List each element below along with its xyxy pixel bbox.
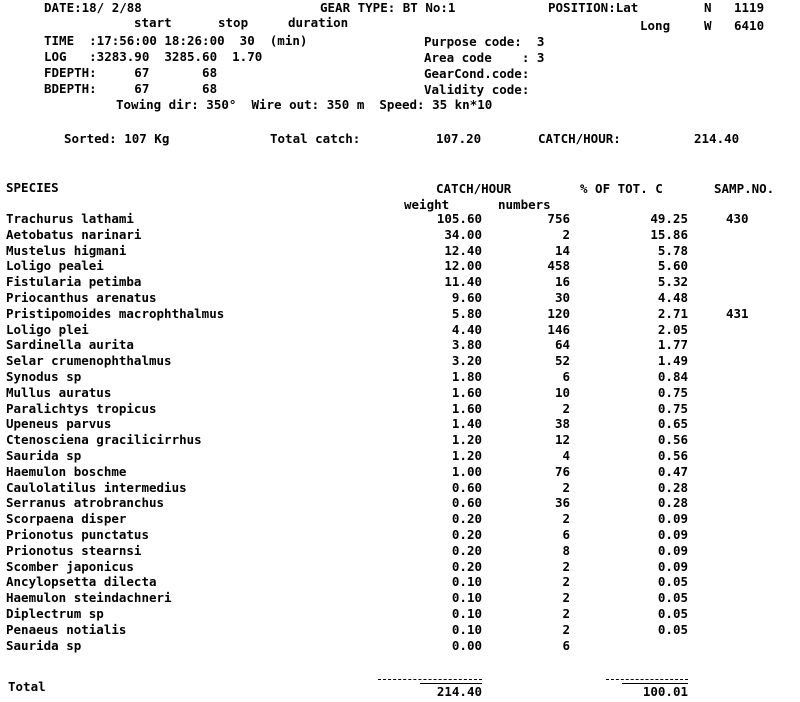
samp-value: 431 (726, 306, 749, 321)
numbers-value: 6 (562, 369, 570, 384)
pct-value: 0.65 (657, 416, 688, 431)
validity-code: Validity code: (424, 82, 530, 97)
total-catch-label: Total catch: (270, 131, 361, 146)
species-name: Loligo plei (6, 322, 89, 337)
numbers-value: 2 (562, 511, 570, 526)
area-code: Area code : 3 (424, 50, 545, 65)
weight-value: 1.60 (451, 401, 482, 416)
gearcond-code: GearCond.code: (424, 66, 530, 81)
numbers-value: 458 (547, 258, 570, 273)
weight-value: 105.60 (436, 211, 482, 226)
species-name: Penaeus notialis (6, 622, 127, 637)
species-name: Mullus auratus (6, 385, 112, 400)
weight-value: 11.40 (444, 274, 482, 289)
species-name: Scomber japonicus (6, 559, 134, 574)
long-label: Long (640, 18, 671, 33)
weight-value: 3.80 (451, 337, 482, 352)
pct-value: 4.48 (657, 290, 688, 305)
numbers-value: 2 (562, 401, 570, 416)
bdepth-row: BDEPTH: 67 68 (44, 81, 218, 96)
numbers-value: 14 (554, 243, 570, 258)
species-name: Upeneus parvus (6, 416, 112, 431)
pct-value: 15.86 (650, 227, 688, 242)
numbers-value: 756 (547, 211, 570, 226)
pct-value: 0.28 (657, 495, 688, 510)
pct-value: 5.32 (657, 274, 688, 289)
pct-value: 2.71 (657, 306, 688, 321)
weight-value: 1.40 (451, 416, 482, 431)
pct-value: 0.05 (657, 574, 688, 589)
pct-value: 0.56 (657, 448, 688, 463)
total-catch-value: 107.20 (436, 131, 482, 146)
numbers-value: 2 (562, 227, 570, 242)
catch-hour-label: CATCH/HOUR: (538, 131, 621, 146)
lat-value: 1119 (734, 0, 765, 15)
weight-value: 1.20 (451, 448, 482, 463)
weight-value: 0.60 (451, 495, 482, 510)
catch-hour-column-header: CATCH/HOUR (436, 181, 512, 196)
lat-direction: N (704, 0, 712, 15)
pct-value: 49.25 (650, 211, 688, 226)
pct-value: 0.75 (657, 385, 688, 400)
weight-subheader: weight (404, 197, 450, 212)
long-direction: W (704, 18, 712, 33)
pct-value: 0.75 (657, 401, 688, 416)
numbers-value: 2 (562, 480, 570, 495)
species-name: Pristipomoides macrophthalmus (6, 306, 225, 321)
numbers-value: 2 (562, 606, 570, 621)
weight-value: 1.20 (451, 432, 482, 447)
numbers-value: 6 (562, 638, 570, 653)
fdepth-row: FDEPTH: 67 68 (44, 65, 218, 80)
numbers-value: 30 (554, 290, 570, 305)
pct-value: 0.09 (657, 543, 688, 558)
species-name: Priocanthus arenatus (6, 290, 157, 305)
numbers-value: 64 (554, 337, 570, 352)
species-name: Saurida sp (6, 638, 82, 653)
species-name: Ctenosciena gracilicirrhus (6, 432, 202, 447)
weight-value: 0.10 (451, 606, 482, 621)
numbers-value: 10 (554, 385, 570, 400)
numbers-value: 4 (562, 448, 570, 463)
numbers-value: 76 (554, 464, 570, 479)
numbers-subheader: numbers (498, 197, 551, 212)
pct-value: 0.05 (657, 606, 688, 621)
numbers-value: 38 (554, 416, 570, 431)
pct-value: 0.84 (657, 369, 688, 384)
numbers-value: 12 (554, 432, 570, 447)
catch-hour-value: 214.40 (694, 131, 740, 146)
numbers-value: 6 (562, 527, 570, 542)
species-name: Selar crumenophthalmus (6, 353, 172, 368)
numbers-value: 16 (554, 274, 570, 289)
col-start-label: start (134, 15, 172, 30)
weight-value: 1.80 (451, 369, 482, 384)
weight-value: 0.20 (451, 511, 482, 526)
pct-value: 0.56 (657, 432, 688, 447)
weight-value: 12.00 (444, 258, 482, 273)
numbers-value: 2 (562, 590, 570, 605)
col-duration-label: duration (288, 15, 349, 30)
species-name: Fistularia petimba (6, 274, 142, 289)
date-label: DATE:18/ 2/88 (44, 0, 142, 15)
pct-value: 1.49 (657, 353, 688, 368)
weight-value: 4.40 (451, 322, 482, 337)
pct-column-header: % OF TOT. C (580, 181, 663, 196)
pct-value: 0.09 (657, 527, 688, 542)
numbers-value: 8 (562, 543, 570, 558)
numbers-value: 2 (562, 622, 570, 637)
pct-value: 0.28 (657, 480, 688, 495)
weight-value: 12.40 (444, 243, 482, 258)
weight-value: 0.10 (451, 574, 482, 589)
species-column-header: SPECIES (6, 180, 59, 195)
weight-value: 0.20 (451, 559, 482, 574)
species-name: Saurida sp (6, 448, 82, 463)
numbers-value: 2 (562, 559, 570, 574)
pct-value: 1.77 (657, 337, 688, 352)
weight-value: 0.00 (451, 638, 482, 653)
weight-value: 34.00 (444, 227, 482, 242)
weight-value: 1.60 (451, 385, 482, 400)
species-name: Ancylopsetta dilecta (6, 574, 157, 589)
pct-value: 0.05 (657, 590, 688, 605)
species-name: Prionotus stearnsi (6, 543, 142, 558)
species-name: Haemulon steindachneri (6, 590, 172, 605)
samp-value: 430 (726, 211, 749, 226)
gear-type-label: GEAR TYPE: BT No:1 (320, 0, 456, 15)
species-name: Trachurus lathami (6, 211, 134, 226)
sorted-weight: Sorted: 107 Kg (64, 131, 170, 146)
weight-total-rule-dashed (378, 679, 482, 680)
numbers-value: 36 (554, 495, 570, 510)
pct-value: 0.09 (657, 559, 688, 574)
species-name: Synodus sp (6, 369, 82, 384)
total-weight: 214.40 (436, 684, 482, 699)
pct-value: 2.05 (657, 322, 688, 337)
pct-value: 5.78 (657, 243, 688, 258)
species-name: Paralichtys tropicus (6, 401, 157, 416)
species-name: Serranus atrobranchus (6, 495, 165, 510)
position-label: POSITION:Lat (548, 0, 639, 15)
species-name: Sardinella aurita (6, 337, 134, 352)
numbers-value: 146 (547, 322, 570, 337)
numbers-value: 52 (554, 353, 570, 368)
weight-value: 1.00 (451, 464, 482, 479)
species-name: Aetobatus narinari (6, 227, 142, 242)
pct-value: 0.09 (657, 511, 688, 526)
long-value: 6410 (734, 18, 765, 33)
species-name: Mustelus higmani (6, 243, 127, 258)
total-pct: 100.01 (642, 684, 688, 699)
numbers-value: 120 (547, 306, 570, 321)
time-row: TIME :17:56:00 18:26:00 30 (min) (44, 33, 308, 48)
towing-line: Towing dir: 350° Wire out: 350 m Speed: 35 kn*10 (116, 97, 493, 112)
species-name: Scorpaena disper (6, 511, 127, 526)
species-name: Prionotus punctatus (6, 527, 149, 542)
col-stop-label: stop (218, 15, 249, 30)
weight-value: 0.10 (451, 622, 482, 637)
weight-value: 9.60 (451, 290, 482, 305)
weight-value: 0.10 (451, 590, 482, 605)
pct-total-rule-dashed (606, 679, 688, 680)
species-name: Haemulon boschme (6, 464, 127, 479)
weight-value: 3.20 (451, 353, 482, 368)
pct-value: 0.47 (657, 464, 688, 479)
weight-value: 0.60 (451, 480, 482, 495)
purpose-code: Purpose code: 3 (424, 34, 545, 49)
species-name: Caulolatilus intermedius (6, 480, 187, 495)
numbers-value: 2 (562, 574, 570, 589)
pct-value: 0.05 (657, 622, 688, 637)
log-row: LOG :3283.90 3285.60 1.70 (44, 49, 263, 64)
pct-value: 5.60 (657, 258, 688, 273)
species-name: Diplectrum sp (6, 606, 104, 621)
samp-column-header: SAMP.NO. (714, 181, 775, 196)
weight-value: 0.20 (451, 527, 482, 542)
weight-value: 0.20 (451, 543, 482, 558)
weight-value: 5.80 (451, 306, 482, 321)
species-name: Loligo pealei (6, 258, 104, 273)
total-label: Total (8, 679, 46, 694)
